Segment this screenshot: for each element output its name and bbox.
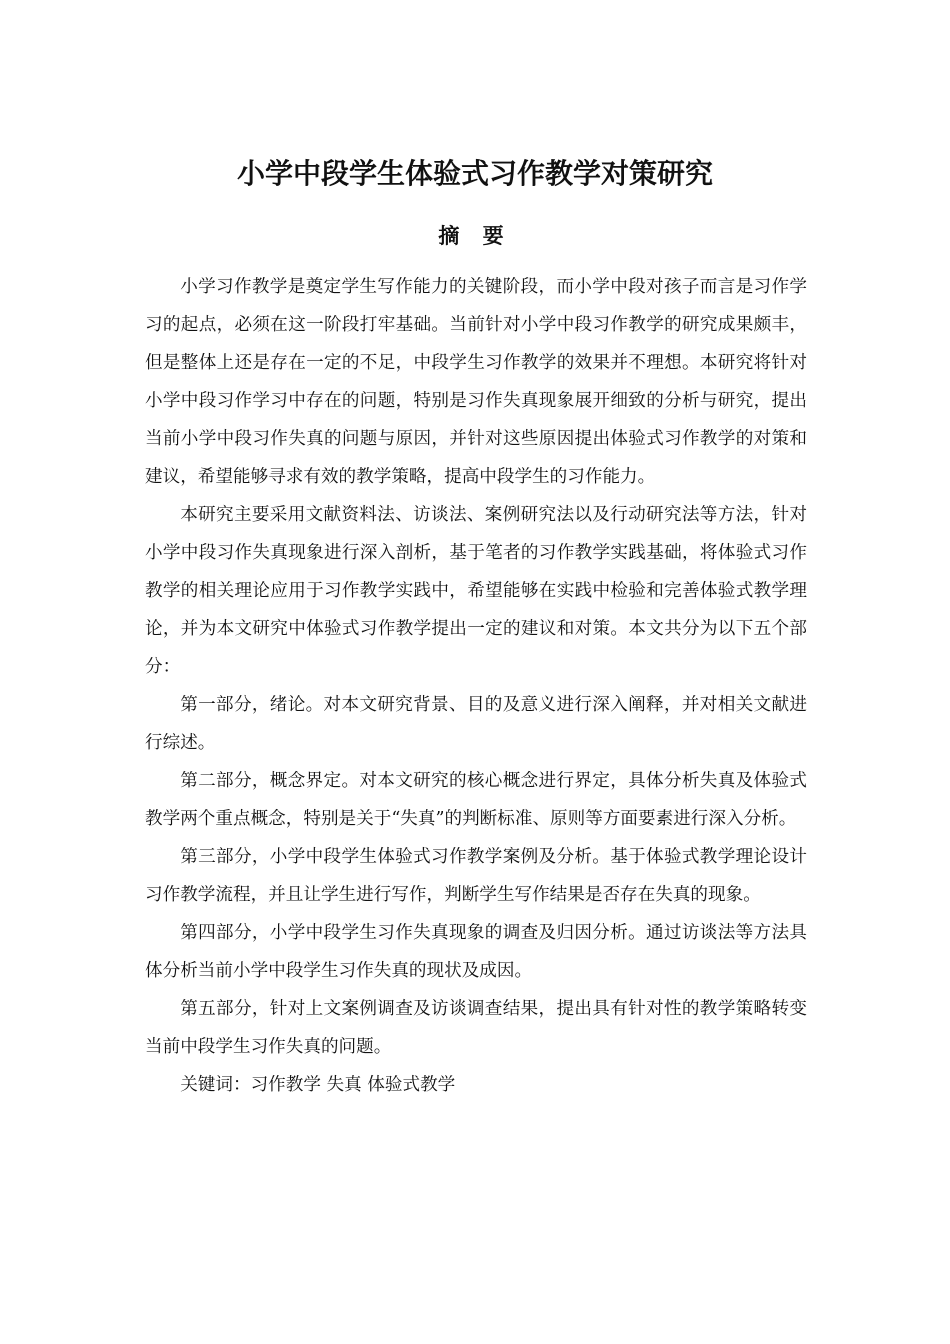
abstract-paragraph: 第三部分，小学中段学生体验式习作教学案例及分析。基于体验式教学理论设计习作教学流程，并且让学生进行写作，判断学生写作结果是否存在失真的现象。: [145, 847, 807, 905]
keywords-line: 关键词：习作教学 失真 体验式教学: [180, 1075, 456, 1095]
document-title: 小学中段学生体验式习作教学对策研究: [236, 157, 713, 190]
abstract-heading: 摘 要: [438, 223, 512, 248]
abstract-paragraph: 第四部分，小学中段学生习作失真现象的调查及归因分析。通过访谈法等方法具体分析当前小学中段学生习作失真的现状及成因。: [145, 923, 807, 981]
abstract-paragraph: 小学习作教学是奠定学生写作能力的关键阶段，而小学中段对孩子而言是习作学习的起点，必须在这一阶段打牢基础。当前针对小学中段习作教学的研究成果颇丰，但是整体上还是存在一定的不足，中段学生习作教学的效果并不理想。本研究将针对小学中段习作学习中存在的问题，特别是习作失真现象展开细致的分析与研究，提出当前小学中段习作失真的问题与原因，并针对这些原因提出体验式习作教学的对策和建议，希望能够寻求有效的教学策略，提高中段学生的习作能力。: [145, 277, 807, 487]
abstract-body: [145, 268, 807, 1104]
abstract-paragraph: 本研究主要采用文献资料法、访谈法、案例研究法以及行动研究法等方法，针对小学中段习作失真现象进行深入剖析，基于笔者的习作教学实践基础，将体验式习作教学的相关理论应用于习作教学实践中，希望能够在实践中检验和完善体验式教学理论，并为本文研究中体验式习作教学提出一定的建议和对策。本文共分为以下五个部分：: [145, 505, 807, 677]
abstract-paragraph: 第一部分，绪论。对本文研究背景、目的及意义进行深入阐释，并对相关文献进行综述。: [145, 695, 807, 753]
abstract-paragraph: 第五部分，针对上文案例调查及访谈调查结果，提出具有针对性的教学策略转变当前中段学生习作失真的问题。: [145, 999, 807, 1057]
abstract-paragraph: 第二部分，概念界定。对本文研究的核心概念进行界定，具体分析失真及体验式教学两个重点概念，特别是关于“失真”的判断标准、原则等方面要素进行深入分析。: [145, 771, 807, 829]
